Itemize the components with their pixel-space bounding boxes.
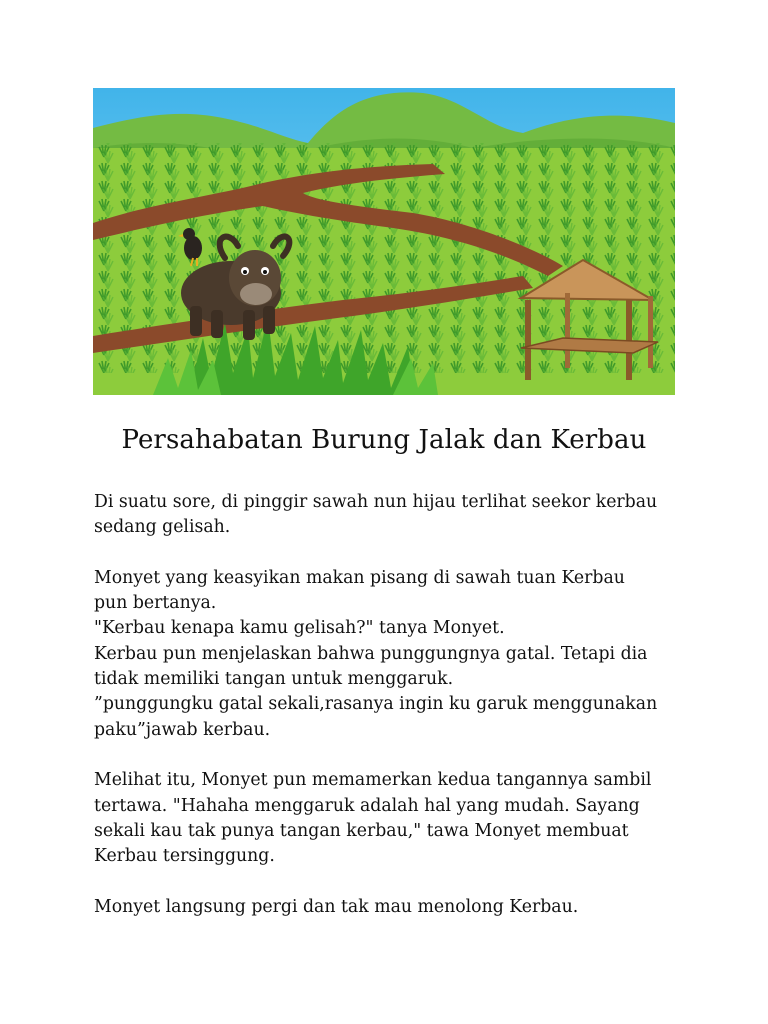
- text-line: sedang gelisah.: [94, 517, 231, 538]
- text-line: tidak memiliki tangan untuk menggaruk.: [94, 669, 454, 690]
- text-line: Kerbau tersinggung.: [94, 846, 275, 867]
- text-line: sekali kau tak punya tangan kerbau," tawa Monyet membuat: [94, 820, 629, 841]
- text-line: Monyet yang keasyikan makan pisang di sawah tuan Kerbau: [94, 567, 625, 588]
- text-line: paku”jawab kerbau.: [94, 719, 271, 740]
- paragraph: [94, 895, 704, 920]
- text-line: Monyet langsung pergi dan tak mau menolong Kerbau.: [94, 896, 579, 917]
- rice-field-illustration: [93, 88, 675, 395]
- text-line: "Kerbau kenapa kamu gelisah?" tanya Monyet.: [94, 618, 505, 639]
- story-body: [94, 490, 704, 945]
- paragraph: [94, 490, 704, 541]
- text-line: Melihat itu, Monyet pun memamerkan kedua tangannya sambil: [94, 770, 652, 791]
- story-title: Persahabatan Burung Jalak dan Kerbau: [121, 425, 647, 455]
- paragraph: [94, 566, 704, 743]
- text-line: ”punggungku gatal sekali,rasanya ingin ku garuk menggunakan: [94, 694, 658, 715]
- story-illustration: [93, 88, 675, 395]
- text-line: tertawa. "Hahaha menggaruk adalah hal yang mudah. Sayang: [94, 795, 640, 816]
- text-line: pun bertanya.: [94, 593, 217, 614]
- text-line: Kerbau pun menjelaskan bahwa punggungnya gatal. Tetapi dia: [94, 643, 648, 664]
- paragraph: [94, 768, 704, 869]
- text-line: Di suatu sore, di pinggir sawah nun hijau terlihat seekor kerbau: [94, 492, 658, 512]
